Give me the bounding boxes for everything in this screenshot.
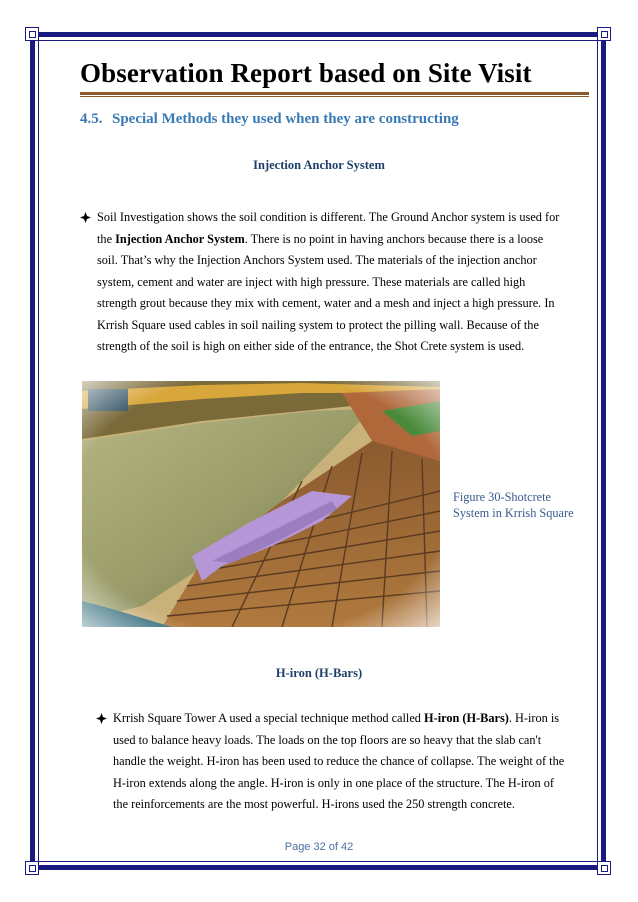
title-underline (80, 92, 589, 95)
h-iron-heading: H-iron (H-Bars) (275, 666, 363, 680)
h-iron-paragraph (96, 708, 596, 816)
border-corner-ornament (25, 861, 39, 875)
border-corner-ornament (25, 27, 39, 41)
caption-line: Figure 30-Shotcrete (453, 490, 552, 504)
title-underline-thin (80, 96, 589, 97)
text-run: . H-iron is (508, 711, 560, 725)
section-heading (80, 111, 459, 128)
paragraph-line: the reinforcements are the most powerful. H-irons used the 250 strength concrete. (113, 797, 515, 811)
bullet-line (80, 207, 595, 229)
diamond-bullet-icon (80, 207, 97, 229)
paragraph-line: H-iron extends along the angle. H-iron is only in one place of the structure. The H-iron of (113, 775, 554, 790)
text-run: Krrish Square Tower A used a special technique method called (113, 711, 425, 725)
paragraph-line: strength of the soil is high on either side of the entrance, the Shot Crete system is used. (97, 339, 525, 353)
paragraph-line: soil. That’s why the Injection Anchors System used. The materials of the injection anchor (97, 253, 537, 267)
text-run: the (97, 231, 116, 246)
paragraph-line (113, 708, 596, 730)
page-number: Page 32 of 42 (284, 841, 354, 853)
bold-term: Injection Anchor System (115, 231, 245, 246)
section-number: 4.5. (80, 111, 103, 127)
diamond-bullet-icon (96, 708, 113, 730)
paragraph-line: Soil Investigation shows the soil condition is different. The Ground Anchor system is used for (97, 210, 560, 224)
report-title: Observation Report based on Site Visit (80, 58, 532, 88)
figure-caption (453, 489, 593, 521)
paragraph-line: strength grout because they mix with cement, water and a mesh and inject a high pressure. In (97, 296, 555, 310)
text-run: . There is no point in having anchors because there is a loose (244, 231, 544, 246)
border-corner-ornament (597, 861, 611, 875)
border-corner-ornament (597, 27, 611, 41)
bullet-line (96, 708, 596, 730)
injection-anchor-heading: Injection Anchor System (253, 158, 385, 172)
shotcrete-photo (82, 381, 440, 627)
bold-term: H-iron (H-Bars) (424, 711, 509, 725)
caption-line: System in Krrish Square (453, 506, 574, 520)
section-title: Special Methods they used when they are constructing (112, 111, 459, 127)
paragraph-line (80, 229, 595, 251)
paragraph-line: system, cement and water are inject with high pressure. These materials are called high (97, 274, 526, 289)
paragraph-line: handle the weight. H-iron has been used to reduce the chance of collapse. The weight of the (113, 754, 565, 768)
injection-anchor-paragraph (80, 207, 595, 358)
paragraph-line: Krrish Square used cables in soil nailing system to protect the pilling wall. Because of the (97, 317, 539, 332)
paragraph-line: used to balance heavy loads. The loads on the top floors are so heavy that the slab can't (113, 732, 542, 747)
